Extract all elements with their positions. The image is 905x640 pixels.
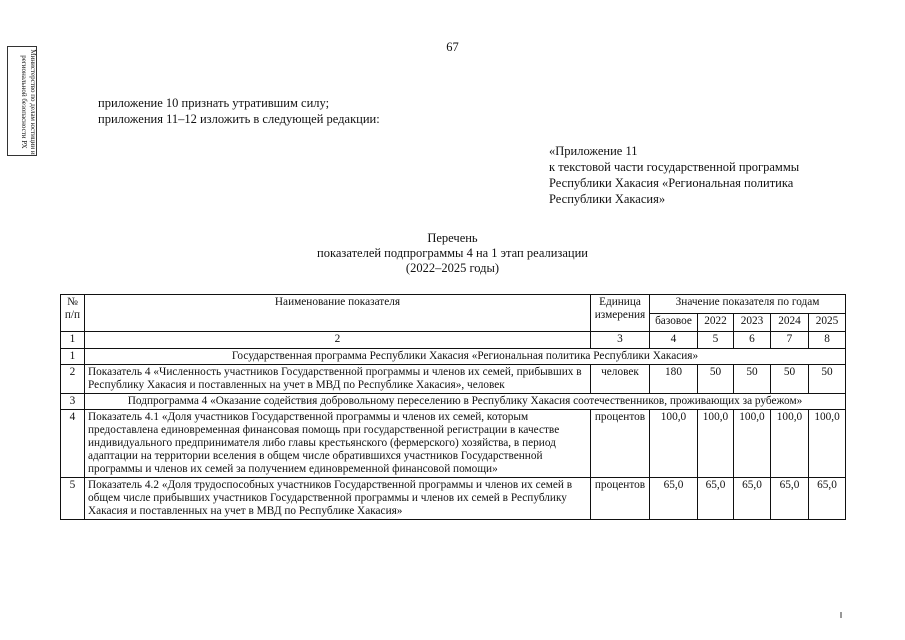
column-number: 6: [734, 332, 771, 349]
header-2023: 2023: [734, 314, 771, 332]
value-base: 180: [650, 365, 698, 394]
value-2024: 50: [771, 365, 809, 394]
table-row: [61, 394, 846, 410]
intro-line-2: приложения 11–12 изложить в следующей редакции:: [98, 112, 380, 126]
document-title: [0, 231, 905, 276]
value-2023: 50: [734, 365, 771, 394]
row-num: 4: [61, 410, 85, 478]
value-2022: 100,0: [698, 410, 734, 478]
column-number: 4: [650, 332, 698, 349]
indicator-name: Показатель 4.2 «Доля трудоспособных участников Государственной программы и членов их семей в общем числе прибывших участников Государственной программы и членов их семей в Республику Хакасия и поставленных на учет в МВД по Республике Хакасия»: [85, 478, 591, 520]
table-row: [61, 365, 846, 394]
intro-text: [98, 95, 380, 127]
row-num: 2: [61, 365, 85, 394]
column-number: 1: [61, 332, 85, 349]
indicators-table: [60, 294, 846, 520]
row-num: 5: [61, 478, 85, 520]
header-unit: Единица измерения: [591, 295, 650, 332]
table-row: [61, 349, 846, 365]
value-2023: 65,0: [734, 478, 771, 520]
indicator-name: Показатель 4 «Численность участников Государственной программы и членов их семей, прибывших в Республику Хакасия и поставленных на учет в МВД по Республике Хакасия», человек: [85, 365, 591, 394]
page-number: 67: [446, 40, 459, 54]
row-num: 3: [61, 394, 85, 410]
header-2024: 2024: [771, 314, 809, 332]
row-num: 1: [61, 349, 85, 365]
value-2025: 50: [809, 365, 846, 394]
indicator-unit: процентов: [591, 478, 650, 520]
appendix-line-4: Республики Хакасия»: [549, 192, 666, 206]
column-number: 3: [591, 332, 650, 349]
indicator-unit: человек: [591, 365, 650, 394]
section-title: Государственная программа Республики Хакасия «Региональная политика Республики Хакасия»: [85, 349, 846, 365]
appendix-line-2: к текстовой части государственной программы: [549, 160, 800, 174]
header-2025: 2025: [809, 314, 846, 332]
header-2022: 2022: [698, 314, 734, 332]
value-base: 65,0: [650, 478, 698, 520]
value-2024: 100,0: [771, 410, 809, 478]
section-title: Подпрограмма 4 «Оказание содействия добровольному переселению в Республику Хакасия соотечественников, проживающих за рубежом»: [85, 394, 846, 410]
title-line-2: показателей подпрограммы 4 на 1 этап реализации: [317, 246, 588, 260]
column-number: 5: [698, 332, 734, 349]
registration-stamp: [7, 46, 37, 156]
header-name: Наименование показателя: [85, 295, 591, 332]
value-2025: 65,0: [809, 478, 846, 520]
title-line-3: (2022–2025 годы): [405, 261, 500, 275]
value-2022: 65,0: [698, 478, 734, 520]
scan-mark: [840, 612, 842, 618]
header-base: базовое: [650, 314, 698, 332]
value-2024: 65,0: [771, 478, 809, 520]
column-number: 7: [771, 332, 809, 349]
value-2025: 100,0: [809, 410, 846, 478]
header-values: Значение показателя по годам: [650, 295, 846, 314]
table-row: [61, 410, 846, 478]
value-2023: 100,0: [734, 410, 771, 478]
value-2022: 50: [698, 365, 734, 394]
table-row: [61, 478, 846, 520]
column-number: 8: [809, 332, 846, 349]
header-num: № п/п: [61, 295, 85, 332]
value-base: 100,0: [650, 410, 698, 478]
stamp-text: Министерство по делам юстиции и региональной безопасности РХ: [20, 49, 37, 155]
appendix-line-3: Республики Хакасия «Региональная политика: [549, 176, 794, 190]
appendix-header: [549, 143, 799, 207]
indicator-name: Показатель 4.1 «Доля участников Государственной программы и членов их семей, которым предоставлена единовременная финансовая помощь при государственной регистрации в качестве индивидуального предпринимателя либо главы крестьянского (фермерского) хозяйства, в период адаптации на территории вселения в общем числе обратившихся участников Государственной программы и членов их семей за получением единовременной финансовой помощи»: [85, 410, 591, 478]
column-number: 2: [85, 332, 591, 349]
indicator-unit: процентов: [591, 410, 650, 478]
column-numbers-row: [61, 332, 846, 349]
intro-line-1: приложение 10 признать утратившим силу;: [98, 96, 330, 110]
title-line-1: Перечень: [427, 231, 478, 245]
appendix-line-1: «Приложение 11: [549, 144, 638, 158]
